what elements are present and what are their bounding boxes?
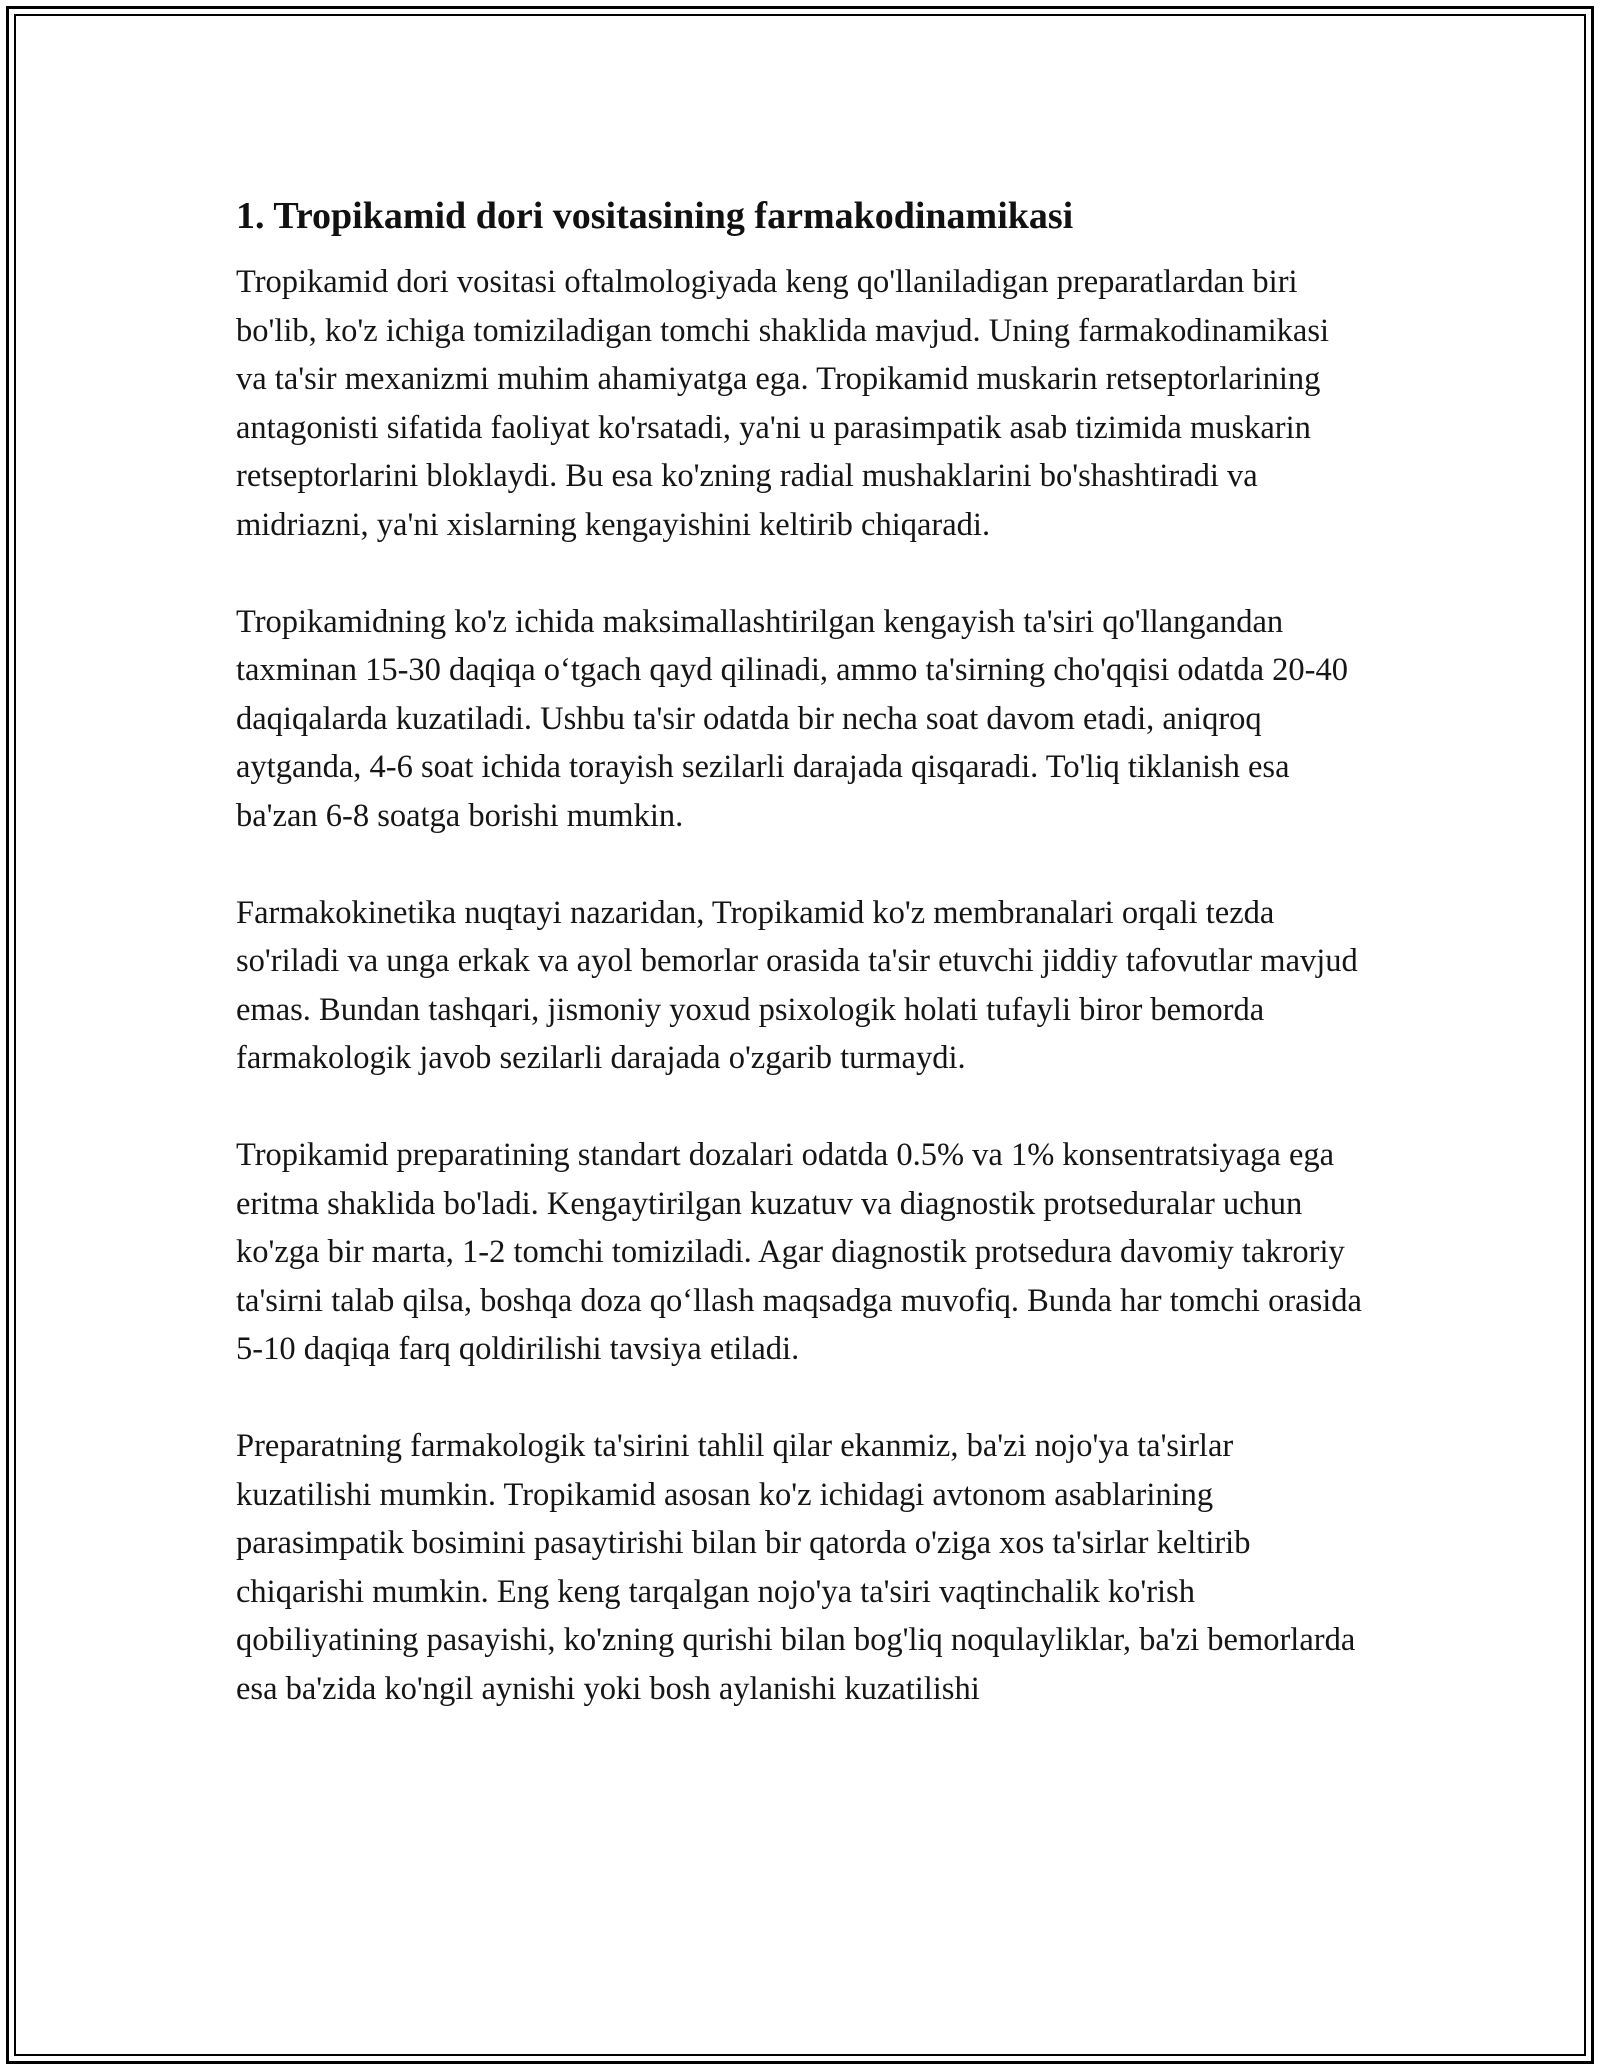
paragraph-pharmacokinetics: Farmakokinetika nuqtayi nazaridan, Tropikamid ko'z membranalari orqali tezda so'riladi va unga erkak va ayol bemorlar orasida ta'sir etuvchi jiddiy tafovutlar mavjud emas. Bundan tashqari, jismoniy yoxud psixologik holati tufayli biror bemorda farmakologik javob sezilarli darajada o'zgarib turmaydi. [236, 894, 1358, 1076]
paragraph-side-effects: Preparatning farmakologik ta'sirini tahlil qilar ekanmiz, ba'zi nojo'ya ta'sirlar kuzatilishi mumkin. Tropikamid asosan ko'z ichidagi avtonom asablarining parasimpatik bosimini pasaytirishi bilan bir qatorda o'ziga xos ta'sirlar keltirib chiqarishi mumkin. Eng keng tarqalgan nojo'ya ta'siri vaqtinchalik ko'rish qobiliyatining pasayishi, ko'zning qurishi bilan bog'liq noqulayliklar, ba'zi bemorlarda esa ba'zida ko'ngil aynishi yoki bosh aylanishi kuzatilishi [236, 1428, 1356, 1707]
paragraph-onset-duration: Tropikamidning ko'z ichida maksimallashtirilgan kengayish ta'siri qo'llangandan taxminan 15-30 daqiqa o‘tgach qayd qilinadi, ammo ta'sirning cho'qqisi odatda 20-40 daqiqalarda kuzatiladi. Ushbu ta'sir odatda bir necha soat davom etadi, aniqroq aytganda, 4-6 soat ichida torayish sezilarli darajada qisqaradi. To'liq tiklanish esa ba'zan 6-8 soatga borishi mumkin. [236, 603, 1348, 834]
section-heading: 1. Tropikamid dori vositasining farmakodinamikasi [236, 195, 1074, 237]
paragraph-dosage: Tropikamid preparatining standart dozalari odatda 0.5% va 1% konsentratsiyaga ega eritma shaklida bo'ladi. Kengaytirilgan kuzatuv va diagnostik protseduralar uchun ko'zga bir marta, 1-2 tomchi tomiziladi. Agar diagnostik protsedura davomiy takroriy ta'sirni talab qilsa, boshqa doza qo‘llash maqsadga muvofiq. Bunda har tomchi orasida 5-10 daqiqa farq qoldirilishi tavsiya etiladi. [236, 1137, 1362, 1367]
paragraph-mechanism: Tropikamid dori vositasi oftalmologiyada keng qo'llaniladigan preparatlardan biri bo'lib, ko'z ichiga tomiziladigan tomchi shaklida mavjud. Uning farmakodinamikasi va ta'sir mexanizmi muhim ahamiyatga ega. Tropikamid muskarin retseptorlarining antagonisti sifatida faoliyat ko'rsatadi, ya'ni u parasimpatik asab tizimida muskarin retseptorlarini bloklaydi. Bu esa ko'zning radial mushaklarini bo'shashtiradi va midriazni, ya'ni xislarning kengayishini keltirib chiqaradi. [236, 264, 1330, 543]
document-body [236, 188, 1366, 1713]
